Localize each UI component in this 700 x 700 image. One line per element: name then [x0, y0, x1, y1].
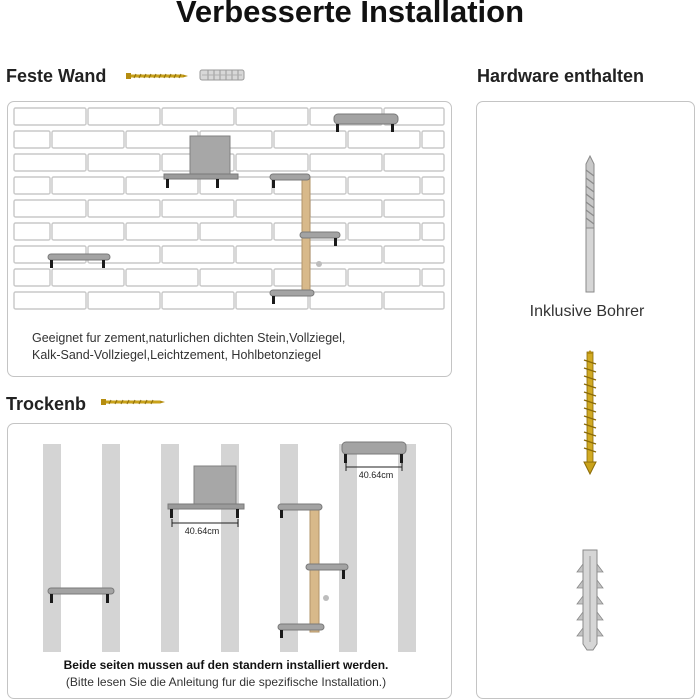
solid-wall-caption-line-1: Geeignet fur zement,naturlichen dichten Stein,Vollziegel, [32, 331, 346, 345]
drywall-note-regular: (Bitte lesen Sie die Anleitung fur die spezifische Installation.) [65, 675, 387, 689]
drill-bit-icon [580, 156, 600, 292]
dimension-label-middle: 40.64cm [184, 526, 220, 536]
wall-anchor-large-icon [575, 550, 605, 650]
drywall-note [10, 657, 442, 691]
solid-wall-caption-line-2: Kalk-Sand-Vollziegel,Leichtzement, Hohlbetonziegel [32, 348, 322, 362]
wall-anchor-icon [200, 69, 246, 81]
drywall-screw-icon [101, 398, 165, 406]
dimension-label-top: 40.64cm [358, 470, 394, 480]
hardware-heading: Hardware enthalten [477, 66, 645, 86]
drywall-heading: Trockenb [6, 394, 87, 414]
cat-shelf-set-solid-wall [14, 106, 444, 316]
page-title: Verbesserte Installation [175, 0, 525, 29]
drill-label: Inklusive Bohrer [529, 303, 645, 320]
drywall-note-bold: Beide seiten mussen auf den standern installiert werden. [63, 658, 389, 672]
solid-wall-caption [32, 330, 442, 364]
screw-icon [580, 350, 600, 474]
solid-wall-heading: Feste Wand [6, 66, 107, 86]
wood-screw-icon [126, 72, 188, 80]
